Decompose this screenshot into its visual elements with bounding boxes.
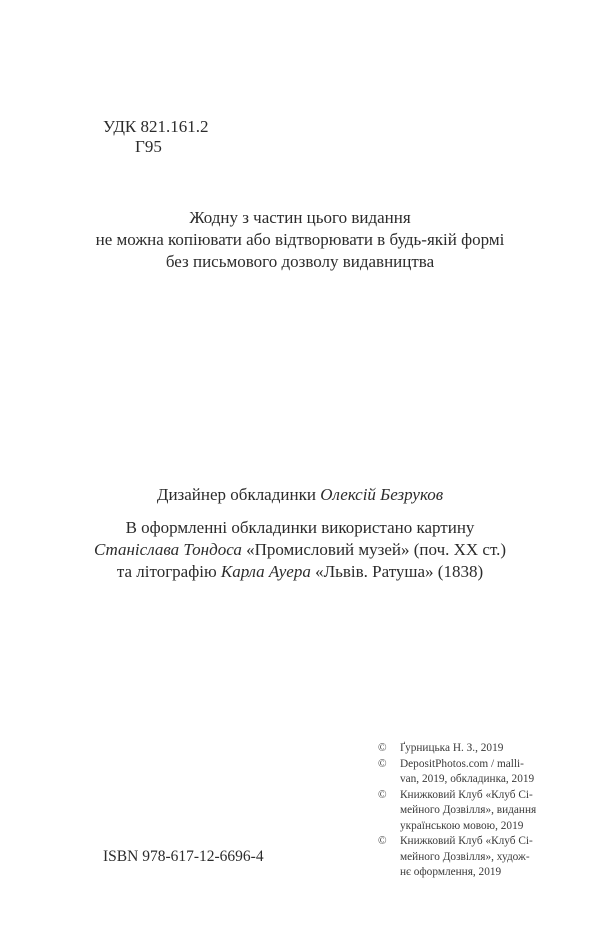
copyright-line: Ґурницька Н. З., 2019 [400, 742, 504, 754]
copyright-icon: © [378, 757, 387, 770]
copyright-line: van, 2019, обкладинка, 2019 [400, 773, 535, 785]
designer-label: Дизайнер обкладинки [156, 485, 321, 504]
copyright-item [378, 757, 548, 788]
cover-credit [0, 517, 600, 583]
notice-line: без письмового дозволу видавництва [165, 252, 435, 271]
designer-credit [0, 484, 600, 506]
cover-line [0, 539, 600, 561]
painter-name: Станіслава Тондоса [93, 540, 242, 559]
author-mark: Г95 [135, 137, 162, 156]
cover-line: В оформленні обкладинки використано картину [125, 518, 475, 537]
copyright-line: нє оформлення, 2019 [400, 866, 502, 878]
copyright-item [378, 834, 548, 881]
copyright-line: мейного Дозвілля», худож- [400, 850, 530, 863]
lithograph-title: «Львів. Ратуша» (1838) [310, 562, 484, 581]
udk-block [103, 117, 209, 157]
copyright-line: українською мовою, 2019 [400, 819, 524, 832]
copyright-icon: © [378, 788, 387, 801]
copyright-item [378, 788, 548, 835]
cover-text: та літографію [116, 562, 221, 581]
copyright-line: DepositPhotos.com / malli- [400, 757, 524, 770]
copyright-line: Книжковий Клуб «Клуб Сі- [400, 835, 533, 847]
copyright-icon: © [378, 835, 387, 847]
copyright-icon: © [378, 742, 387, 754]
lithographer-name: Карла Ауера [220, 562, 311, 581]
painting-title: «Промисловий музей» (поч. XX ст.) [241, 540, 507, 559]
cover-line [0, 561, 600, 583]
designer-name: Олексій Безруков [320, 485, 444, 504]
copyright-item [378, 741, 548, 757]
udk-code: УДК 821.161.2 [103, 117, 209, 136]
notice-line: не можна копіювати або відтворювати в будь-якій формі [95, 230, 505, 249]
copyright-list [378, 741, 548, 881]
isbn: ISBN 978-617-12-6696-4 [103, 848, 264, 865]
copyright-line: мейного Дозвілля», видання [400, 804, 537, 816]
copyright-line: Книжковий Клуб «Клуб Сі- [400, 788, 533, 801]
notice-line: Жодну з частин цього видання [189, 208, 411, 227]
copy-notice [0, 207, 600, 273]
